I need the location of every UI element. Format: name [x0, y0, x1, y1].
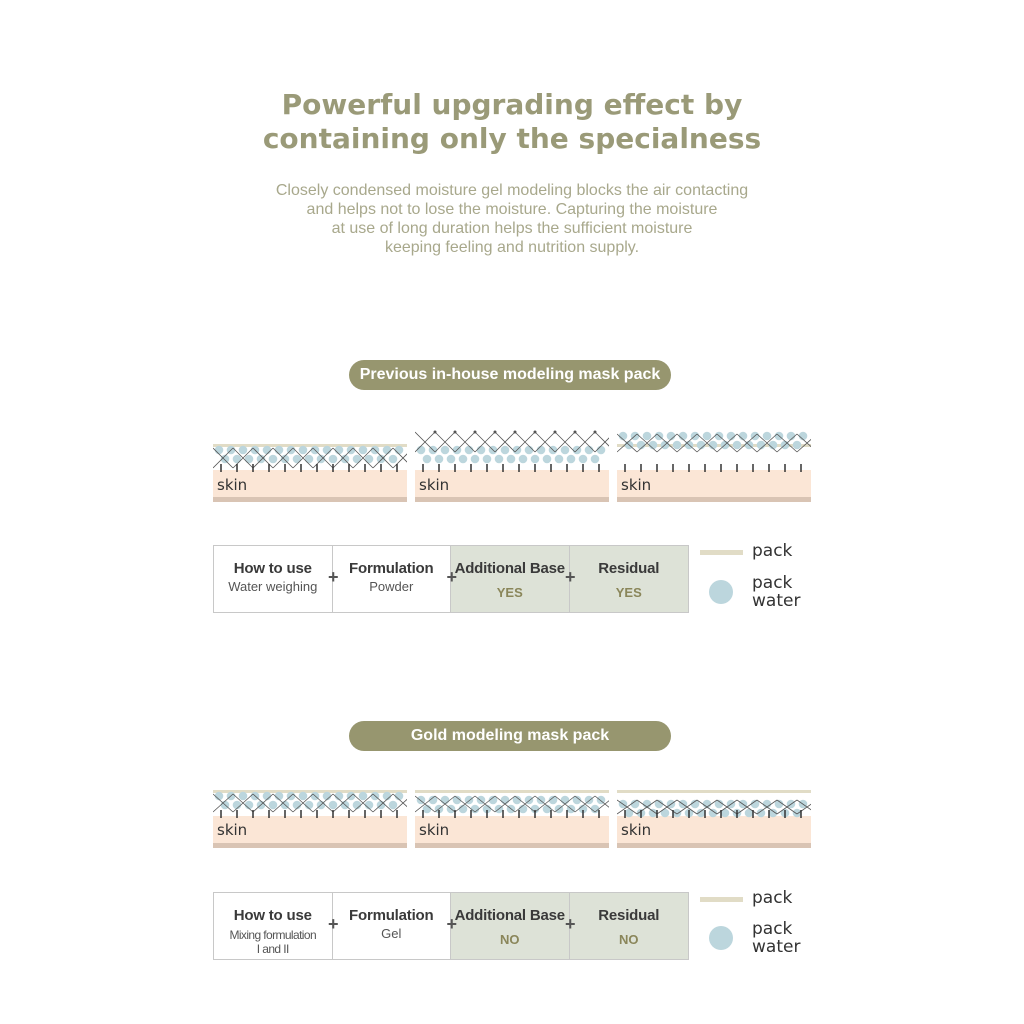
cell-value: NO	[500, 932, 520, 947]
plus-sign: +	[564, 567, 576, 587]
water-dot	[661, 809, 670, 818]
description-line-1: Closely condensed moisture gel modeling blocks the air contacting	[275, 182, 749, 199]
water-dot	[625, 809, 634, 818]
pack-layer	[617, 790, 811, 793]
water-dot	[561, 446, 570, 455]
diagram-panel-previous-1	[213, 428, 407, 504]
water-dot	[299, 446, 308, 455]
diagram-panel-previous-3	[617, 428, 811, 504]
water-dot	[793, 441, 802, 450]
skin-label: skin	[217, 821, 248, 839]
water-dot	[389, 801, 398, 810]
pack-legend-swatch	[700, 897, 743, 902]
cell-additional-base	[451, 546, 576, 612]
water-dot	[269, 455, 278, 464]
water-legend-swatch	[709, 580, 733, 604]
plus-sign: +	[564, 914, 576, 934]
page-title	[0, 88, 1024, 156]
water-dot	[525, 446, 534, 455]
cell-label: Residual	[598, 907, 660, 924]
water-dot	[733, 441, 742, 450]
skin-base-layer	[617, 843, 811, 848]
water-legend-line-1: pack	[752, 573, 793, 593]
pack-legend-swatch	[700, 550, 743, 555]
water-dot	[561, 796, 570, 805]
water-dot	[477, 446, 486, 455]
water-dot	[275, 446, 284, 455]
skin-base-layer	[415, 843, 609, 848]
plus-sign: +	[446, 567, 457, 587]
water-legend-line-2: water	[752, 937, 801, 957]
water-dot	[263, 446, 272, 455]
water-dot	[673, 809, 682, 818]
diagram-panel-previous-2	[415, 428, 609, 504]
cell-formulation	[333, 893, 457, 959]
water-dot	[335, 446, 344, 455]
water-dot	[567, 455, 576, 464]
water-dot	[423, 455, 432, 464]
water-dot	[435, 455, 444, 464]
plus-sign: +	[446, 914, 457, 934]
water-dot	[585, 446, 594, 455]
cell-label: Formulation	[349, 907, 434, 924]
cell-residual	[570, 893, 689, 959]
water-dot	[239, 446, 248, 455]
cell-additional-base	[451, 893, 576, 959]
water-dot	[329, 801, 338, 810]
water-dot	[353, 455, 362, 464]
water-legend-label	[752, 920, 800, 956]
water-dot	[323, 446, 332, 455]
water-dot	[745, 809, 754, 818]
water-dot	[239, 792, 248, 801]
water-dot	[471, 455, 480, 464]
water-dot	[233, 455, 242, 464]
water-dot	[293, 455, 302, 464]
water-dot	[215, 446, 224, 455]
water-dot	[501, 796, 510, 805]
cell-label: Residual	[598, 560, 660, 577]
cell-how-to-use	[214, 546, 339, 612]
water-dot	[395, 446, 404, 455]
cell-value-line-1: Mixing formulation	[229, 928, 317, 942]
water-dot	[441, 446, 450, 455]
cell-value: NO	[619, 932, 639, 947]
water-dot	[643, 432, 652, 441]
cell-value: Powder	[369, 579, 414, 594]
section-badge-previous: Previous in-house modeling mask pack	[349, 360, 671, 390]
description-line-4: keeping feeling and nutrition supply.	[384, 239, 640, 256]
plus-sign: +	[327, 914, 339, 934]
water-dot	[537, 446, 546, 455]
skin-label: skin	[419, 821, 450, 839]
water-dot	[531, 455, 540, 464]
section-badge-gold: Gold modeling mask pack	[349, 721, 671, 751]
water-dot	[417, 446, 426, 455]
cell-label: How to use	[233, 560, 312, 577]
water-dot	[471, 805, 480, 814]
water-dot	[673, 441, 682, 450]
page-title-line-2: containing only the specialness	[262, 122, 762, 155]
water-dot	[591, 455, 600, 464]
diagram-panel-gold-3	[617, 778, 811, 854]
water-dot	[245, 455, 254, 464]
water-dot	[495, 455, 504, 464]
skin-label: skin	[621, 821, 652, 839]
description-line-3: at use of long duration helps the sufficient moisture	[331, 220, 693, 237]
water-dot	[447, 455, 456, 464]
cell-label: Formulation	[349, 560, 434, 577]
diagram-gold-2	[415, 778, 609, 854]
water-dot	[591, 805, 600, 814]
cell-value: YES	[496, 585, 523, 600]
cell-label: Additional Base	[454, 560, 565, 577]
skin-label: skin	[419, 476, 450, 494]
water-dot	[269, 801, 278, 810]
diagram-panel-gold-1	[213, 778, 407, 854]
pack-legend-label: pack	[752, 541, 793, 561]
water-dot	[597, 446, 606, 455]
skin-label: skin	[217, 476, 248, 494]
water-dot	[441, 796, 450, 805]
cell-value: Gel	[381, 926, 402, 941]
water-legend-swatch	[709, 926, 733, 950]
water-dot	[383, 446, 392, 455]
water-dot	[793, 809, 802, 818]
comparison-table-gold	[213, 892, 689, 960]
skin-base-layer	[617, 497, 811, 502]
water-dot	[703, 432, 712, 441]
comparison-table-previous	[213, 545, 689, 613]
water-dot	[459, 455, 468, 464]
water-dot	[465, 446, 474, 455]
cell-value-line-2: I and II	[256, 942, 289, 956]
skin-label: skin	[621, 476, 652, 494]
water-dot	[389, 455, 398, 464]
skin-base-layer	[213, 497, 407, 502]
water-dot	[359, 792, 368, 801]
cell-value	[214, 928, 332, 956]
water-dot	[721, 809, 730, 818]
skin-base-layer	[213, 843, 407, 848]
water-dot	[507, 455, 516, 464]
water-dot	[555, 455, 564, 464]
diagram-gold-3	[617, 778, 811, 854]
pack-legend-label: pack	[752, 888, 793, 908]
cell-formulation	[333, 546, 457, 612]
water-dot	[329, 455, 338, 464]
description-line-2: and helps not to lose the moisture. Capturing the moisture	[306, 201, 718, 218]
diagram-gold-1	[213, 778, 407, 854]
water-dot	[365, 455, 374, 464]
page-title-line-1: Powerful upgrading effect by	[281, 88, 743, 121]
water-dot	[519, 455, 528, 464]
water-dot	[359, 446, 368, 455]
water-dot	[501, 446, 510, 455]
cell-label: How to use	[233, 907, 312, 924]
water-legend-label	[752, 574, 800, 610]
skin-base-layer	[415, 497, 609, 502]
cell-residual	[570, 546, 689, 612]
cell-label: Additional Base	[454, 907, 565, 924]
water-dot	[543, 455, 552, 464]
pack-layer	[415, 790, 609, 793]
cell-value: Water weighing	[228, 579, 318, 594]
description	[0, 181, 1024, 257]
water-legend-line-1: pack	[752, 919, 793, 939]
water-dot	[579, 455, 588, 464]
water-dot	[483, 455, 492, 464]
cell-value: YES	[615, 585, 642, 600]
cell-how-to-use	[214, 893, 339, 959]
water-dot	[763, 432, 772, 441]
water-dot	[305, 455, 314, 464]
water-legend-line-2: water	[752, 591, 801, 611]
diagram-panel-gold-2	[415, 778, 609, 854]
water-dot	[299, 792, 308, 801]
plus-sign: +	[327, 567, 339, 587]
